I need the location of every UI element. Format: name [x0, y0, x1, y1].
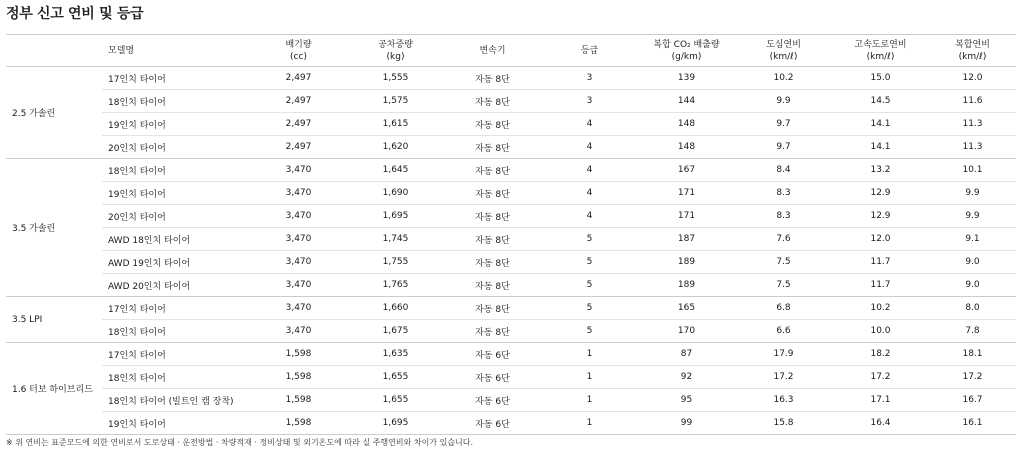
model-name-cell: 18인치 타이어	[102, 366, 250, 389]
table-cell: 1	[541, 389, 638, 412]
table-cell: 2,497	[250, 113, 347, 136]
table-cell: 3,470	[250, 182, 347, 205]
table-cell: 17.2	[832, 366, 929, 389]
column-header-label: 모델명	[108, 45, 135, 56]
table-cell: 1	[541, 412, 638, 435]
table-cell: 1,555	[347, 67, 444, 90]
table-cell: 자동 8단	[444, 205, 541, 228]
model-name-cell: 18인치 타이어	[102, 159, 250, 182]
table-cell: 1,655	[347, 366, 444, 389]
table-cell: 1,675	[347, 320, 444, 343]
table-cell: 3	[541, 67, 638, 90]
table-cell: 189	[638, 251, 735, 274]
table-cell: 16.3	[735, 389, 832, 412]
model-name-cell: 17인치 타이어	[102, 297, 250, 320]
table-cell: 10.0	[832, 320, 929, 343]
table-cell: 17.2	[735, 366, 832, 389]
model-name-cell: 18인치 타이어 (빌트인 캠 장착)	[102, 389, 250, 412]
table-cell: 자동 8단	[444, 182, 541, 205]
table-cell: 1,755	[347, 251, 444, 274]
column-header-unit: (km/ℓ)	[866, 51, 895, 62]
table-cell: 7.8	[929, 320, 1016, 343]
table-cell: 12.0	[929, 67, 1016, 90]
column-header	[250, 35, 347, 67]
table-cell: 3,470	[250, 159, 347, 182]
table-cell: 6.8	[735, 297, 832, 320]
table-row	[6, 228, 1016, 251]
table-cell: 15.0	[832, 67, 929, 90]
table-cell: 13.2	[832, 159, 929, 182]
table-cell: 7.5	[735, 274, 832, 297]
table-cell: 9.7	[735, 136, 832, 159]
model-name-cell: 19인치 타이어	[102, 182, 250, 205]
table-cell: 1,615	[347, 113, 444, 136]
model-name-cell: AWD 19인치 타이어	[102, 251, 250, 274]
column-header-unit: (cc)	[290, 51, 307, 62]
column-header	[102, 35, 250, 67]
table-cell: 17.2	[929, 366, 1016, 389]
model-name-cell: 20인치 타이어	[102, 136, 250, 159]
table-cell: 1,598	[250, 343, 347, 366]
table-cell: 1,598	[250, 389, 347, 412]
table-cell: 1,660	[347, 297, 444, 320]
table-row	[6, 159, 1016, 182]
table-cell: 2,497	[250, 90, 347, 113]
table-cell: 자동 6단	[444, 412, 541, 435]
table-cell: 14.5	[832, 90, 929, 113]
column-header-label: 복합연비	[955, 39, 990, 50]
table-cell: 3	[541, 90, 638, 113]
column-header	[735, 35, 832, 67]
table-cell: 148	[638, 113, 735, 136]
column-header-label: 고속도로연비	[854, 39, 907, 50]
table-cell: 1,695	[347, 412, 444, 435]
model-name-cell: AWD 20인치 타이어	[102, 274, 250, 297]
table-cell: 1,655	[347, 389, 444, 412]
table-cell: 5	[541, 251, 638, 274]
table-cell: 자동 8단	[444, 320, 541, 343]
table-cell: 자동 6단	[444, 343, 541, 366]
table-cell: 3,470	[250, 274, 347, 297]
column-header	[347, 35, 444, 67]
table-cell: 18.1	[929, 343, 1016, 366]
table-row	[6, 274, 1016, 297]
table-cell: 15.8	[735, 412, 832, 435]
table-cell: 139	[638, 67, 735, 90]
table-cell: 8.3	[735, 205, 832, 228]
table-cell: 5	[541, 228, 638, 251]
table-row	[6, 113, 1016, 136]
table-row	[6, 136, 1016, 159]
table-cell: 189	[638, 274, 735, 297]
table-cell: 8.0	[929, 297, 1016, 320]
table-cell: 자동 8단	[444, 274, 541, 297]
table-cell: 171	[638, 182, 735, 205]
table-cell: 148	[638, 136, 735, 159]
column-header-unit: (km/ℓ)	[958, 51, 987, 62]
column-header	[444, 35, 541, 67]
table-cell: 1,598	[250, 412, 347, 435]
table-cell: 9.9	[929, 182, 1016, 205]
engine-group-label: 2.5 가솔린	[6, 67, 102, 159]
table-header-row	[6, 35, 1016, 67]
table-cell: 9.9	[929, 205, 1016, 228]
table-cell: 8.3	[735, 182, 832, 205]
table-cell: 11.7	[832, 251, 929, 274]
column-header	[832, 35, 929, 67]
table-cell: 170	[638, 320, 735, 343]
table-cell: 3,470	[250, 205, 347, 228]
table-cell: 1,745	[347, 228, 444, 251]
table-cell: 12.0	[832, 228, 929, 251]
table-cell: 2,497	[250, 67, 347, 90]
model-name-cell: AWD 18인치 타이어	[102, 228, 250, 251]
table-row	[6, 90, 1016, 113]
column-header-label: 등급	[580, 45, 599, 56]
table-cell: 자동 8단	[444, 251, 541, 274]
model-name-cell: 17인치 타이어	[102, 67, 250, 90]
table-cell: 자동 8단	[444, 228, 541, 251]
table-cell: 3,470	[250, 228, 347, 251]
table-row	[6, 343, 1016, 366]
column-header-label: 배기량	[285, 39, 312, 50]
table-cell: 10.1	[929, 159, 1016, 182]
table-cell: 16.1	[929, 412, 1016, 435]
engine-group-label: 3.5 LPI	[6, 297, 102, 343]
model-name-cell: 20인치 타이어	[102, 205, 250, 228]
table-cell: 자동 8단	[444, 113, 541, 136]
column-header-unit: (km/ℓ)	[769, 51, 798, 62]
table-cell: 99	[638, 412, 735, 435]
table-cell: 5	[541, 297, 638, 320]
table-cell: 14.1	[832, 136, 929, 159]
table-row	[6, 182, 1016, 205]
table-row	[6, 251, 1016, 274]
table-row	[6, 297, 1016, 320]
table-cell: 3,470	[250, 297, 347, 320]
table-cell: 1,645	[347, 159, 444, 182]
table-cell: 1,690	[347, 182, 444, 205]
table-row	[6, 67, 1016, 90]
table-cell: 11.7	[832, 274, 929, 297]
table-cell: 9.9	[735, 90, 832, 113]
table-cell: 자동 8단	[444, 159, 541, 182]
table-cell: 9.1	[929, 228, 1016, 251]
footnote: ※ 위 연비는 표준모드에 의한 연비로서 도로상태 · 운전방법 · 차량적재 · 정비상태 및 외기온도에 따라 실 주행연비와 차이가 있습니다.	[6, 438, 474, 447]
column-header-label: 복합 CO₂ 배출량	[653, 39, 720, 50]
table-cell: 92	[638, 366, 735, 389]
table-cell: 8.4	[735, 159, 832, 182]
model-name-cell: 18인치 타이어	[102, 90, 250, 113]
column-header	[638, 35, 735, 67]
table-cell: 2,497	[250, 136, 347, 159]
table-cell: 12.9	[832, 182, 929, 205]
table-cell: 16.4	[832, 412, 929, 435]
table-cell: 5	[541, 274, 638, 297]
table-cell: 187	[638, 228, 735, 251]
table-cell: 171	[638, 205, 735, 228]
table-cell: 11.6	[929, 90, 1016, 113]
column-header	[6, 35, 102, 67]
table-cell: 95	[638, 389, 735, 412]
table-cell: 자동 6단	[444, 389, 541, 412]
table-cell: 자동 8단	[444, 67, 541, 90]
table-cell: 18.2	[832, 343, 929, 366]
table-cell: 자동 8단	[444, 136, 541, 159]
table-cell: 87	[638, 343, 735, 366]
table-cell: 자동 8단	[444, 90, 541, 113]
table-body	[6, 67, 1016, 435]
column-header-unit: (kg)	[386, 51, 405, 62]
model-name-cell: 19인치 타이어	[102, 412, 250, 435]
table-cell: 12.9	[832, 205, 929, 228]
model-name-cell: 17인치 타이어	[102, 343, 250, 366]
column-header-label: 도심연비	[766, 39, 801, 50]
table-cell: 165	[638, 297, 735, 320]
table-cell: 1,765	[347, 274, 444, 297]
table-cell: 17.9	[735, 343, 832, 366]
table-cell: 3,470	[250, 320, 347, 343]
table-cell: 144	[638, 90, 735, 113]
table-cell: 1,695	[347, 205, 444, 228]
table-cell: 1,598	[250, 366, 347, 389]
table-row	[6, 320, 1016, 343]
table-cell: 9.7	[735, 113, 832, 136]
table-cell: 7.6	[735, 228, 832, 251]
table-cell: 7.5	[735, 251, 832, 274]
table-cell: 167	[638, 159, 735, 182]
table-cell: 17.1	[832, 389, 929, 412]
table-cell: 4	[541, 136, 638, 159]
column-header-label: 공차중량	[378, 39, 413, 50]
table-cell: 6.6	[735, 320, 832, 343]
table-row	[6, 412, 1016, 435]
table-row	[6, 205, 1016, 228]
table-cell: 4	[541, 113, 638, 136]
column-header-label: 변속기	[479, 45, 506, 56]
table-cell: 4	[541, 182, 638, 205]
table-cell: 11.3	[929, 136, 1016, 159]
table-cell: 1,620	[347, 136, 444, 159]
table-cell: 10.2	[832, 297, 929, 320]
column-header	[541, 35, 638, 67]
table-row	[6, 366, 1016, 389]
engine-group-label: 3.5 가솔린	[6, 159, 102, 297]
table-cell: 1,575	[347, 90, 444, 113]
table-cell: 4	[541, 205, 638, 228]
table-cell: 5	[541, 320, 638, 343]
table-cell: 9.0	[929, 274, 1016, 297]
table-row	[6, 389, 1016, 412]
column-header-unit: (g/km)	[671, 51, 702, 62]
model-name-cell: 18인치 타이어	[102, 320, 250, 343]
column-header	[929, 35, 1016, 67]
table-cell: 14.1	[832, 113, 929, 136]
table-cell: 10.2	[735, 67, 832, 90]
table-cell: 16.7	[929, 389, 1016, 412]
page-title: 정부 신고 연비 및 등급	[6, 6, 144, 22]
table-cell: 1	[541, 343, 638, 366]
engine-group-label: 1.6 터보 하이브리드	[6, 343, 102, 435]
table-cell: 9.0	[929, 251, 1016, 274]
table-cell: 4	[541, 159, 638, 182]
table-cell: 3,470	[250, 251, 347, 274]
table-cell: 1,635	[347, 343, 444, 366]
table-cell: 11.3	[929, 113, 1016, 136]
table-cell: 1	[541, 366, 638, 389]
table-cell: 자동 8단	[444, 297, 541, 320]
model-name-cell: 19인치 타이어	[102, 113, 250, 136]
table-cell: 자동 6단	[444, 366, 541, 389]
fuel-efficiency-table	[6, 34, 1016, 435]
